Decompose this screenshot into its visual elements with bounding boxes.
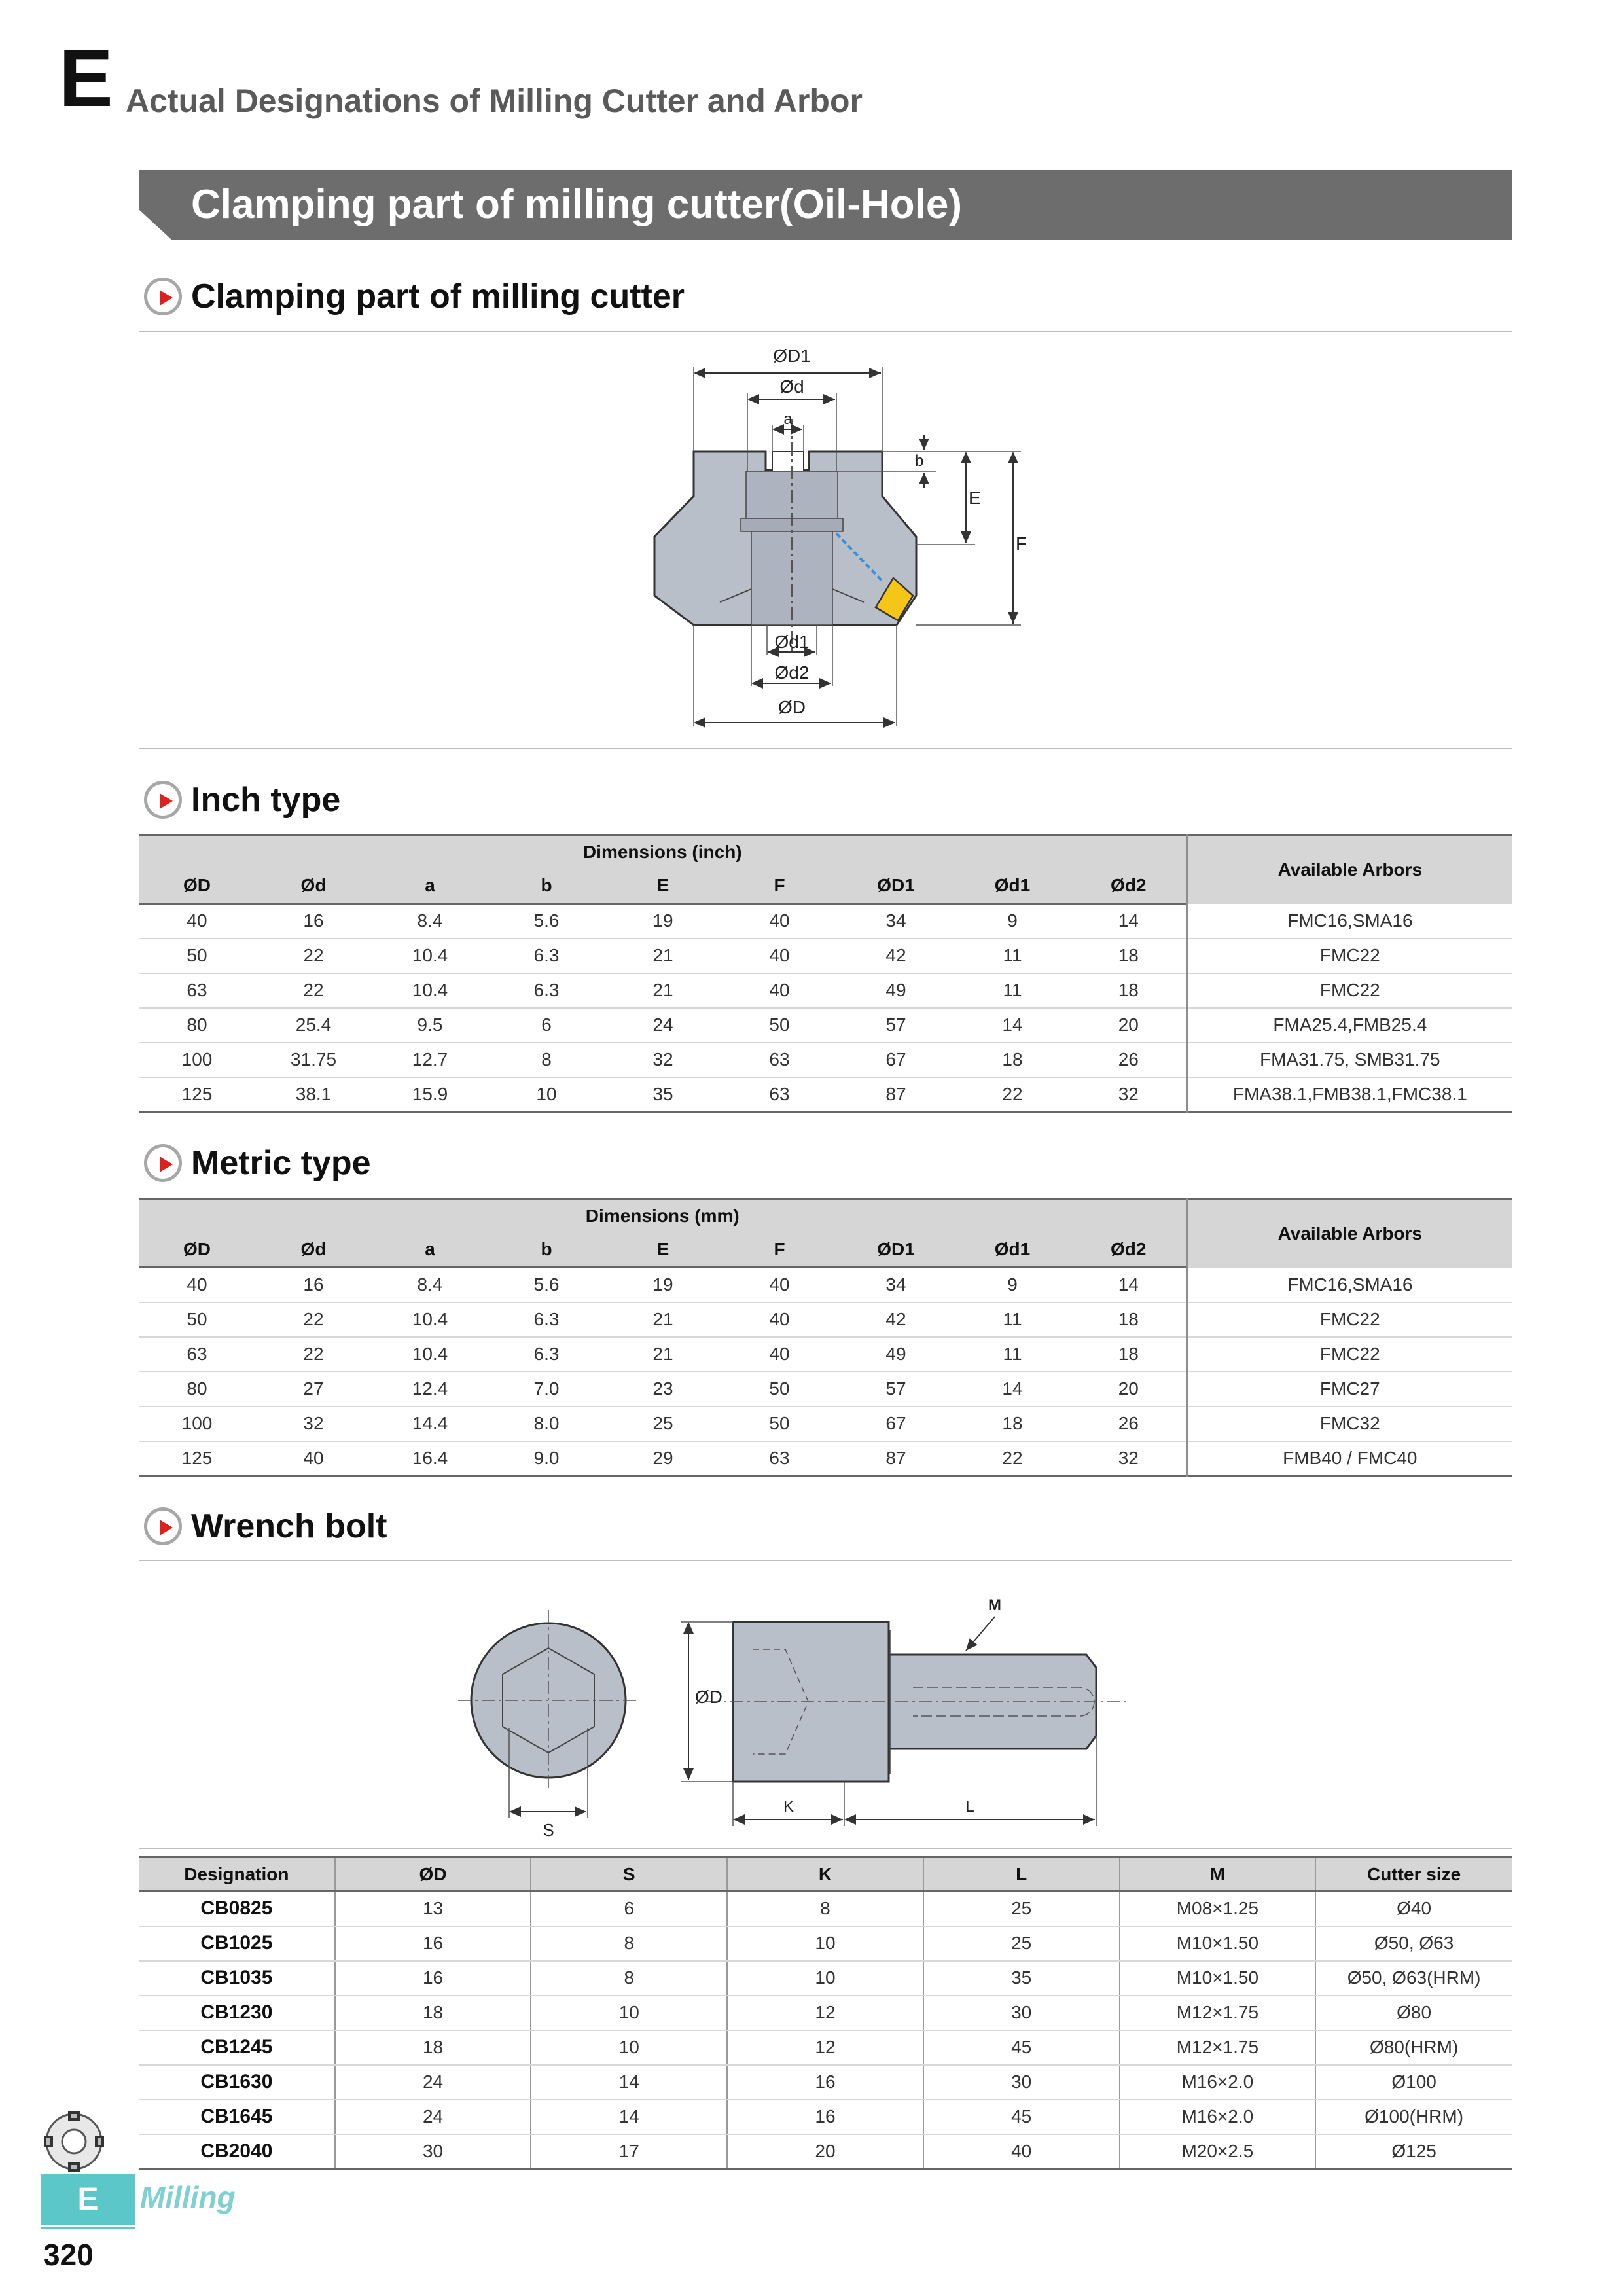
table-cell: FMC22 [1187, 1302, 1512, 1337]
table-cell: 12.7 [372, 1043, 488, 1077]
table-cell: 35 [605, 1077, 721, 1112]
divider [139, 748, 1512, 749]
table-cell: 40 [721, 904, 838, 939]
table-cell: 18 [1071, 1337, 1187, 1372]
table-cell: 10 [488, 1077, 605, 1112]
chapter-tab: E [41, 2174, 135, 2225]
chapter-title: Actual Designations of Milling Cutter and Arbor [126, 82, 863, 119]
table-cell: 9.5 [372, 1008, 488, 1043]
table-cell: 80 [139, 1372, 255, 1407]
table-cell: 10.4 [372, 1337, 488, 1372]
table-cell: 16 [255, 904, 372, 939]
table-row [139, 2065, 1512, 2100]
table-cell: FMA31.75, SMB31.75 [1187, 1043, 1512, 1077]
col-header: ØD1 [838, 869, 954, 904]
table-cell: FMC32 [1187, 1407, 1512, 1441]
table-cell: Ø100(HRM) [1315, 2100, 1512, 2134]
col-header: a [372, 869, 488, 904]
table-row [139, 2134, 1512, 2169]
col-header: Ød2 [1071, 869, 1187, 904]
table-cell: M12×1.75 [1120, 1996, 1316, 2030]
table-cell: 22 [255, 973, 372, 1008]
table-row [139, 2030, 1512, 2065]
wrench-bolt-table [139, 1856, 1512, 2170]
table-cell: 30 [923, 1996, 1120, 2030]
table-cell: 14 [954, 1008, 1071, 1043]
table-row [139, 1268, 1512, 1302]
table-row [139, 1407, 1512, 1441]
table-row [139, 2100, 1512, 2134]
table-cell: 80 [139, 1008, 255, 1043]
table-cell: 8.4 [372, 904, 488, 939]
table-cell: 10.4 [372, 939, 488, 973]
section-title: Inch type [191, 781, 341, 819]
table-cell: 40 [721, 1337, 838, 1372]
table-cell: 14 [531, 2100, 727, 2134]
label-E: E [969, 488, 981, 508]
table-cell: 21 [605, 1337, 721, 1372]
table-cell: Ø100 [1315, 2065, 1512, 2100]
table-cell: 63 [721, 1441, 838, 1476]
table-cell: M10×1.50 [1120, 1961, 1316, 1996]
play-arrow-icon [144, 781, 182, 819]
table-cell: 26 [1071, 1043, 1187, 1077]
table-cell: 30 [335, 2134, 531, 2169]
table-cell: 50 [139, 939, 255, 973]
col-header: Ød1 [954, 1233, 1071, 1268]
table-cell: 24 [335, 2065, 531, 2100]
divider [139, 331, 1512, 332]
table-cell: 8 [488, 1043, 605, 1077]
table-cell: 18 [335, 1996, 531, 2030]
section-heading-inch [144, 777, 340, 823]
label-D: ØD [695, 1687, 722, 1707]
table-cell: 22 [255, 1337, 372, 1372]
divider [139, 1560, 1512, 1561]
col-header: ØD [139, 1233, 255, 1268]
chapter-tab-underline [41, 2227, 135, 2229]
section-title: Wrench bolt [191, 1507, 387, 1545]
col-header: Ød [255, 869, 372, 904]
table-cell: 18 [1071, 973, 1187, 1008]
table-row [139, 1337, 1512, 1372]
table-cell: 31.75 [255, 1043, 372, 1077]
table-cell: 67 [838, 1407, 954, 1441]
label-K: K [783, 1798, 794, 1816]
wrench-bolt-diagram [458, 1571, 1145, 1846]
table-cell: 14.4 [372, 1407, 488, 1441]
table-cell: 7.0 [488, 1372, 605, 1407]
table-cell: FMC16,SMA16 [1187, 904, 1512, 939]
table-cell: 5.6 [488, 1268, 605, 1302]
table-row [139, 1008, 1512, 1043]
table-cell: 16 [335, 1926, 531, 1961]
table-cell: 32 [255, 1407, 372, 1441]
section-heading-metric [144, 1140, 371, 1186]
table-cell: CB2040 [139, 2134, 335, 2169]
table-cell: FMA38.1,FMB38.1,FMC38.1 [1187, 1077, 1512, 1112]
table-cell: 57 [838, 1008, 954, 1043]
table-cell: CB1630 [139, 2065, 335, 2100]
table-cell: 40 [721, 1268, 838, 1302]
table-cell: CB0825 [139, 1892, 335, 1926]
table-cell: 21 [605, 939, 721, 973]
table-cell: 21 [605, 1302, 721, 1337]
table-cell: 22 [954, 1441, 1071, 1476]
table-cell: 8 [727, 1892, 923, 1926]
table-cell: 11 [954, 1302, 1071, 1337]
col-header: M [1120, 1857, 1316, 1892]
table-cell: 27 [255, 1372, 372, 1407]
table-cell: FMC22 [1187, 973, 1512, 1008]
table-cell: M20×2.5 [1120, 2134, 1316, 2169]
table-cell: 35 [923, 1961, 1120, 1996]
col-header: S [531, 1857, 727, 1892]
table-cell: 6.3 [488, 973, 605, 1008]
table-cell: 11 [954, 1337, 1071, 1372]
col-header: Ød2 [1071, 1233, 1187, 1268]
divider [139, 1848, 1512, 1849]
table-cell: 6.3 [488, 1337, 605, 1372]
table-row [139, 1077, 1512, 1112]
label-d1: Ød1 [774, 632, 810, 652]
table-cell: 16 [335, 1961, 531, 1996]
group-header: Dimensions (inch) [139, 835, 1187, 869]
chapter-label: Milling [140, 2180, 236, 2214]
table-cell: 19 [605, 904, 721, 939]
label-F: F [1016, 533, 1027, 554]
table-cell: 29 [605, 1441, 721, 1476]
table-cell: 10.4 [372, 1302, 488, 1337]
table-cell: 32 [605, 1043, 721, 1077]
table-cell: 6.3 [488, 1302, 605, 1337]
col-header: F [721, 869, 838, 904]
table-cell: 23 [605, 1372, 721, 1407]
section-heading-clamping [144, 274, 685, 319]
table-cell: 50 [721, 1372, 838, 1407]
table-cell: 50 [721, 1407, 838, 1441]
label-d2: Ød2 [774, 662, 810, 683]
table-cell: Ø50, Ø63 [1315, 1926, 1512, 1961]
table-row [139, 904, 1512, 939]
table-cell: 8.4 [372, 1268, 488, 1302]
table-cell: 16.4 [372, 1441, 488, 1476]
table-cell: FMC22 [1187, 1337, 1512, 1372]
table-cell: 14 [1071, 904, 1187, 939]
play-arrow-icon [144, 1144, 182, 1182]
table-cell: 63 [139, 973, 255, 1008]
section-heading-wrench [144, 1503, 387, 1549]
table-cell: 8.0 [488, 1407, 605, 1441]
table-cell: 45 [923, 2100, 1120, 2134]
table-cell: 10 [727, 1926, 923, 1961]
col-header: b [488, 1233, 605, 1268]
table-cell: 18 [1071, 939, 1187, 973]
table-cell: 24 [335, 2100, 531, 2134]
table-cell: 24 [605, 1008, 721, 1043]
table-cell: 18 [335, 2030, 531, 2065]
table-cell: CB1645 [139, 2100, 335, 2134]
table-cell: 100 [139, 1043, 255, 1077]
col-header: E [605, 869, 721, 904]
arbor-header: Available Arbors [1187, 835, 1512, 904]
table-cell: 11 [954, 939, 1071, 973]
banner-title: Clamping part of milling cutter(Oil-Hole) [191, 182, 962, 227]
label-D: ØD [778, 697, 806, 717]
table-cell: 12 [727, 2030, 923, 2065]
key-slot [772, 452, 804, 471]
group-header: Dimensions (mm) [139, 1199, 1187, 1233]
table-cell: 19 [605, 1268, 721, 1302]
play-arrow-icon [144, 1507, 182, 1545]
label-d: Ød [779, 376, 804, 397]
table-row [139, 1961, 1512, 1996]
table-cell: 40 [255, 1441, 372, 1476]
section-title: Clamping part of milling cutter [191, 278, 685, 315]
table-cell: 87 [838, 1441, 954, 1476]
table-cell: 8 [531, 1926, 727, 1961]
table-row [139, 1043, 1512, 1077]
table-cell: CB1025 [139, 1926, 335, 1961]
table-cell: 49 [838, 1337, 954, 1372]
table-cell: 26 [1071, 1407, 1187, 1441]
table-row [139, 1302, 1512, 1337]
table-cell: 34 [838, 904, 954, 939]
page-number: 320 [43, 2238, 94, 2272]
col-header: a [372, 1233, 488, 1268]
table-cell: 6.3 [488, 939, 605, 973]
table-cell: FMA25.4,FMB25.4 [1187, 1008, 1512, 1043]
table-cell: 57 [838, 1372, 954, 1407]
table-cell: Ø40 [1315, 1892, 1512, 1926]
table-cell: CB1245 [139, 2030, 335, 2065]
table-cell: 16 [727, 2100, 923, 2134]
table-cell: 15.9 [372, 1077, 488, 1112]
label-S: S [543, 1820, 554, 1840]
table-cell: 25 [923, 1892, 1120, 1926]
table-cell: FMC27 [1187, 1372, 1512, 1407]
table-cell: 18 [954, 1407, 1071, 1441]
table-row [139, 1926, 1512, 1961]
arbor-header: Available Arbors [1187, 1199, 1512, 1268]
table-cell: 32 [1071, 1077, 1187, 1112]
table-cell: 63 [139, 1337, 255, 1372]
table-cell: 9.0 [488, 1441, 605, 1476]
label-L: L [965, 1798, 974, 1816]
col-header: Ød1 [954, 869, 1071, 904]
play-arrow-icon [144, 278, 182, 315]
col-header: Designation [139, 1857, 335, 1892]
table-cell: 22 [255, 939, 372, 973]
table-cell: 125 [139, 1441, 255, 1476]
table-cell: 40 [721, 973, 838, 1008]
table-cell: 40 [923, 2134, 1120, 2169]
cutter-section-diagram [628, 334, 1047, 733]
table-cell: 22 [954, 1077, 1071, 1112]
table-cell: 63 [721, 1077, 838, 1112]
table-cell: 5.6 [488, 904, 605, 939]
col-header: Cutter size [1315, 1857, 1512, 1892]
table-cell: M08×1.25 [1120, 1892, 1316, 1926]
metric-dimensions-table [139, 1198, 1512, 1477]
col-header: b [488, 869, 605, 904]
table-cell: 100 [139, 1407, 255, 1441]
table-cell: 18 [1071, 1302, 1187, 1337]
table-cell: 8 [531, 1961, 727, 1996]
table-cell: 9 [954, 1268, 1071, 1302]
table-cell: CB1035 [139, 1961, 335, 1996]
table-cell: 9 [954, 904, 1071, 939]
table-cell: 20 [1071, 1372, 1187, 1407]
table-cell: 10 [727, 1961, 923, 1996]
table-cell: 50 [139, 1302, 255, 1337]
table-cell: 49 [838, 973, 954, 1008]
table-cell: 125 [139, 1077, 255, 1112]
table-cell: 11 [954, 973, 1071, 1008]
label-b: b [915, 452, 924, 470]
table-row [139, 1996, 1512, 2030]
table-cell: 45 [923, 2030, 1120, 2065]
table-cell: 21 [605, 973, 721, 1008]
milling-cutter-icon [38, 2109, 110, 2174]
table-row [139, 1372, 1512, 1407]
table-cell: FMC16,SMA16 [1187, 1268, 1512, 1302]
col-header: E [605, 1233, 721, 1268]
table-cell: 40 [721, 939, 838, 973]
table-cell: 14 [954, 1372, 1071, 1407]
table-cell: 10.4 [372, 973, 488, 1008]
table-cell: 14 [531, 2065, 727, 2100]
table-cell: 40 [721, 1302, 838, 1337]
table-cell: 25 [605, 1407, 721, 1441]
table-cell: 25 [923, 1926, 1120, 1961]
table-row [139, 1892, 1512, 1926]
table-cell: 22 [255, 1302, 372, 1337]
table-cell: 34 [838, 1268, 954, 1302]
table-cell: 13 [335, 1892, 531, 1926]
table-cell: 17 [531, 2134, 727, 2169]
table-cell: 32 [1071, 1441, 1187, 1476]
table-cell: 18 [954, 1043, 1071, 1077]
table-cell: 16 [727, 2065, 923, 2100]
table-cell: 42 [838, 1302, 954, 1337]
table-cell: 63 [721, 1043, 838, 1077]
table-cell: 10 [531, 1996, 727, 2030]
table-cell: FMB40 / FMC40 [1187, 1441, 1512, 1476]
table-cell: 38.1 [255, 1077, 372, 1112]
label-M: M [988, 1596, 1001, 1614]
table-cell: Ø80(HRM) [1315, 2030, 1512, 2065]
table-cell: 20 [1071, 1008, 1187, 1043]
table-row [139, 973, 1512, 1008]
table-cell: CB1230 [139, 1996, 335, 2030]
table-cell: 30 [923, 2065, 1120, 2100]
table-cell: M12×1.75 [1120, 2030, 1316, 2065]
table-cell: 12 [727, 1996, 923, 2030]
table-cell: Ø50, Ø63(HRM) [1315, 1961, 1512, 1996]
table-cell: 14 [1071, 1268, 1187, 1302]
table-cell: 42 [838, 939, 954, 973]
table-row [139, 1441, 1512, 1476]
table-cell: 16 [255, 1268, 372, 1302]
col-header: ØD [335, 1857, 531, 1892]
section-title: Metric type [191, 1144, 371, 1182]
table-cell: Ø125 [1315, 2134, 1512, 2169]
col-header: F [721, 1233, 838, 1268]
chapter-letter: E [59, 33, 113, 124]
table-cell: 25.4 [255, 1008, 372, 1043]
col-header: Ød [255, 1233, 372, 1268]
col-header: K [727, 1857, 923, 1892]
table-cell: 40 [139, 904, 255, 939]
table-cell: 50 [721, 1008, 838, 1043]
table-cell: Ø80 [1315, 1996, 1512, 2030]
table-cell: 67 [838, 1043, 954, 1077]
table-cell: 12.4 [372, 1372, 488, 1407]
table-cell: 20 [727, 2134, 923, 2169]
table-cell: FMC22 [1187, 939, 1512, 973]
inch-dimensions-table [139, 834, 1512, 1113]
table-cell: 87 [838, 1077, 954, 1112]
col-header: ØD [139, 869, 255, 904]
table-cell: 6 [531, 1892, 727, 1926]
table-cell: 6 [488, 1008, 605, 1043]
table-cell: 10 [531, 2030, 727, 2065]
table-row [139, 939, 1512, 973]
table-cell: 40 [139, 1268, 255, 1302]
table-cell: M16×2.0 [1120, 2100, 1316, 2134]
label-a: a [783, 410, 793, 428]
table-cell: M10×1.50 [1120, 1926, 1316, 1961]
col-header: ØD1 [838, 1233, 954, 1268]
table-cell: M16×2.0 [1120, 2065, 1316, 2100]
col-header: L [923, 1857, 1120, 1892]
label-D1: ØD1 [773, 346, 811, 366]
